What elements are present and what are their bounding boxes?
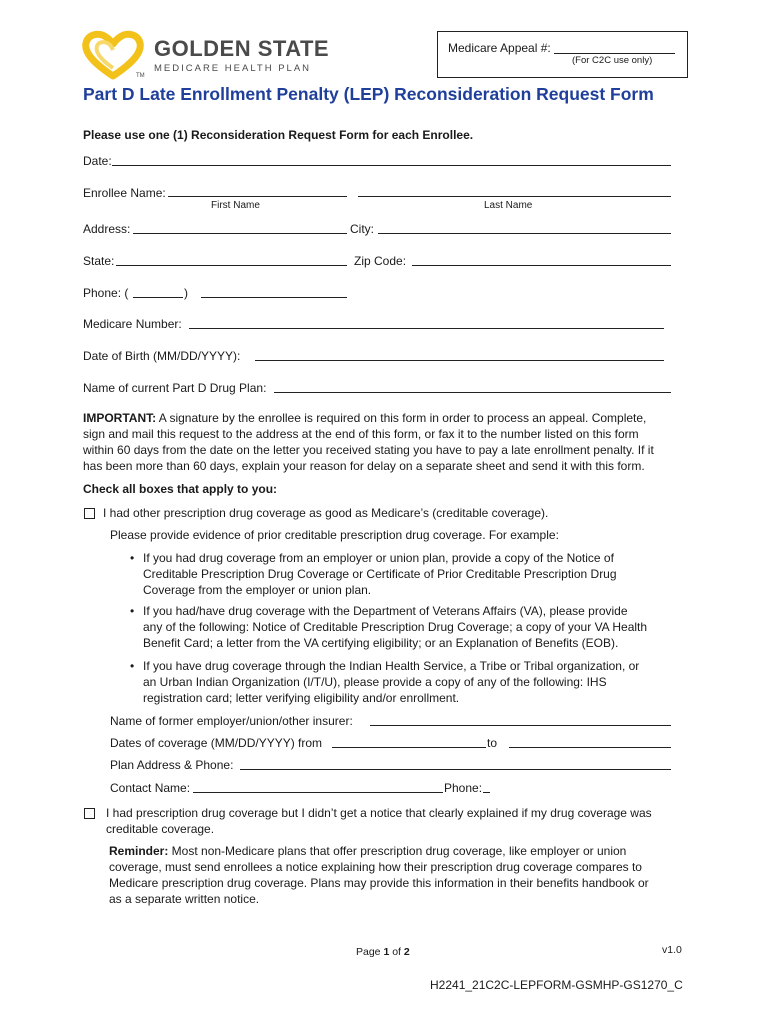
logo-tm: TM xyxy=(136,73,145,79)
coverage-to-field[interactable] xyxy=(509,747,671,748)
bullet1-line3: Coverage from the employer or union plan. xyxy=(143,583,372,597)
drug-plan-field[interactable] xyxy=(274,392,671,393)
appeal-note: (For C2C use only) xyxy=(572,55,653,66)
reminder-line3: Medicare prescription drug coverage. Plans may provide this information in their benefits handbook or xyxy=(109,876,649,890)
zip-field[interactable] xyxy=(412,265,671,266)
option1-checkbox[interactable] xyxy=(84,508,95,519)
dob-field[interactable] xyxy=(255,360,664,361)
page-title: Part D Late Enrollment Penalty (LEP) Reconsideration Request Form xyxy=(83,84,654,104)
plan-address-label: Plan Address & Phone: xyxy=(110,758,234,772)
option1-label: I had other prescription drug coverage as good as Medicare’s (creditable coverage). xyxy=(103,506,549,520)
logo xyxy=(82,30,330,80)
page-of: of xyxy=(389,946,404,958)
bullet3-line1: If you have drug coverage through the Indian Health Service, a Tribe or Tribal organization, or xyxy=(143,659,640,673)
contact-phone-label: Phone: xyxy=(444,781,483,795)
page-total: 2 xyxy=(403,946,410,958)
enrollee-name-label: Enrollee Name: xyxy=(83,186,166,200)
phone-close: ) xyxy=(184,286,188,300)
page-current: 1 xyxy=(383,946,390,958)
reminder-line2: coverage, must send enrollees a notice explaining how their prescription drug coverage compares to xyxy=(109,860,642,874)
option2-line1: I had prescription drug coverage but I didn’t get a notice that clearly explained if my drug coverage was xyxy=(106,806,652,820)
bullet1-line2: Creditable Prescription Drug Coverage or Certificate of Prior Creditable Prescription Drug xyxy=(143,567,617,581)
appeal-label: Medicare Appeal #: xyxy=(448,41,551,55)
evidence-text: Please provide evidence of prior creditable prescription drug coverage. For example: xyxy=(110,528,559,542)
important-line1: A signature by the enrollee is required on this form in order to process an appeal. Complete, xyxy=(156,411,647,425)
reminder-line4: as a separate written notice. xyxy=(109,892,260,906)
important-line2: sign and mail this request to the address at the end of this form, or fax it to the number listed on this form xyxy=(83,427,639,441)
important-paragraph xyxy=(83,410,683,474)
bullet3-line3: registration card; letter verifying eligibility and/or enrollment. xyxy=(143,691,460,705)
contact-name-label: Contact Name: xyxy=(110,781,191,795)
former-insurer-label: Name of former employer/union/other insurer: xyxy=(110,714,353,728)
important-label: IMPORTANT: xyxy=(83,411,157,425)
option2-text xyxy=(106,805,652,837)
last-name-field[interactable] xyxy=(358,196,671,197)
bullet2-line3: Benefit Card; a letter from the VA certifying eligibility; or an Explanation of Benefits (EOB). xyxy=(143,636,619,650)
bullet-dot: • xyxy=(130,551,135,565)
zip-label: Zip Code: xyxy=(354,254,407,268)
last-name-caption: Last Name xyxy=(484,200,533,211)
state-label: State: xyxy=(83,254,115,268)
reminder-label: Reminder: xyxy=(109,844,169,858)
form-code: H2241_21C2C-LEPFORM-GSMHP-GS1270_C xyxy=(430,978,683,992)
city-field[interactable] xyxy=(378,233,671,234)
option2-checkbox[interactable] xyxy=(84,808,95,819)
state-field[interactable] xyxy=(116,265,347,266)
page-word: Page xyxy=(356,946,384,958)
phone-number-field[interactable] xyxy=(201,297,347,298)
instruction: Please use one (1) Reconsideration Request Form for each Enrollee. xyxy=(83,128,474,142)
first-name-caption: First Name xyxy=(211,200,260,211)
first-name-field[interactable] xyxy=(168,196,347,197)
bullet2-line1: If you had/have drug coverage with the Department of Veterans Affairs (VA), please provide xyxy=(143,604,628,618)
bullet2-line2: any of the following: Notice of Creditable Prescription Drug Coverage; a copy of your VA Health xyxy=(143,620,648,634)
logo-line2: MEDICARE HEALTH PLAN xyxy=(154,63,312,74)
address-field[interactable] xyxy=(133,233,347,234)
phone-area-field[interactable] xyxy=(133,297,183,298)
phone-label: Phone: ( xyxy=(83,286,129,300)
bullet-dot: • xyxy=(130,604,135,618)
dob-label: Date of Birth (MM/DD/YYYY): xyxy=(83,349,241,363)
bullet1-line1: If you had drug coverage from an employer or union plan, provide a copy of the Notice of xyxy=(143,551,614,565)
drug-plan-label: Name of current Part D Drug Plan: xyxy=(83,381,267,395)
date-label: Date: xyxy=(83,154,112,168)
medicare-number-field[interactable] xyxy=(189,328,664,329)
contact-phone-field[interactable] xyxy=(483,792,490,793)
plan-address-field[interactable] xyxy=(240,769,671,770)
coverage-from-field[interactable] xyxy=(332,747,486,748)
important-line4: has been more than 60 days, explain your reason for delay on a separate sheet and send it with this form. xyxy=(83,459,645,473)
bullet3-line2: an Urban Indian Organization (I/T/U), please provide a copy of any of the following: IHS xyxy=(143,675,607,689)
date-field[interactable] xyxy=(112,165,671,166)
check-heading: Check all boxes that apply to you: xyxy=(83,482,278,496)
bullet-dot: • xyxy=(130,659,135,673)
dates-to-label: to xyxy=(487,736,498,750)
appeal-box xyxy=(437,31,688,78)
page-number xyxy=(356,946,410,958)
heart-logo-icon xyxy=(82,30,144,80)
medicare-number-label: Medicare Number: xyxy=(83,317,182,331)
contact-name-field[interactable] xyxy=(193,792,443,793)
address-label: Address: xyxy=(83,222,131,236)
important-line3: within 60 days from the date on the letter you received stating you have to pay a late enrollment penalty. If it xyxy=(83,443,654,457)
city-label: City: xyxy=(350,222,374,236)
option2-line2: creditable coverage. xyxy=(106,822,215,836)
appeal-number-field[interactable] xyxy=(554,53,675,54)
version: v1.0 xyxy=(662,944,682,956)
reminder-paragraph xyxy=(109,843,649,907)
dates-coverage-label: Dates of coverage (MM/DD/YYYY) from xyxy=(110,736,323,750)
former-insurer-field[interactable] xyxy=(370,725,671,726)
logo-line1: GOLDEN STATE xyxy=(154,36,330,61)
reminder-line1: Most non-Medicare plans that offer prescription drug coverage, like employer or union xyxy=(168,844,627,858)
